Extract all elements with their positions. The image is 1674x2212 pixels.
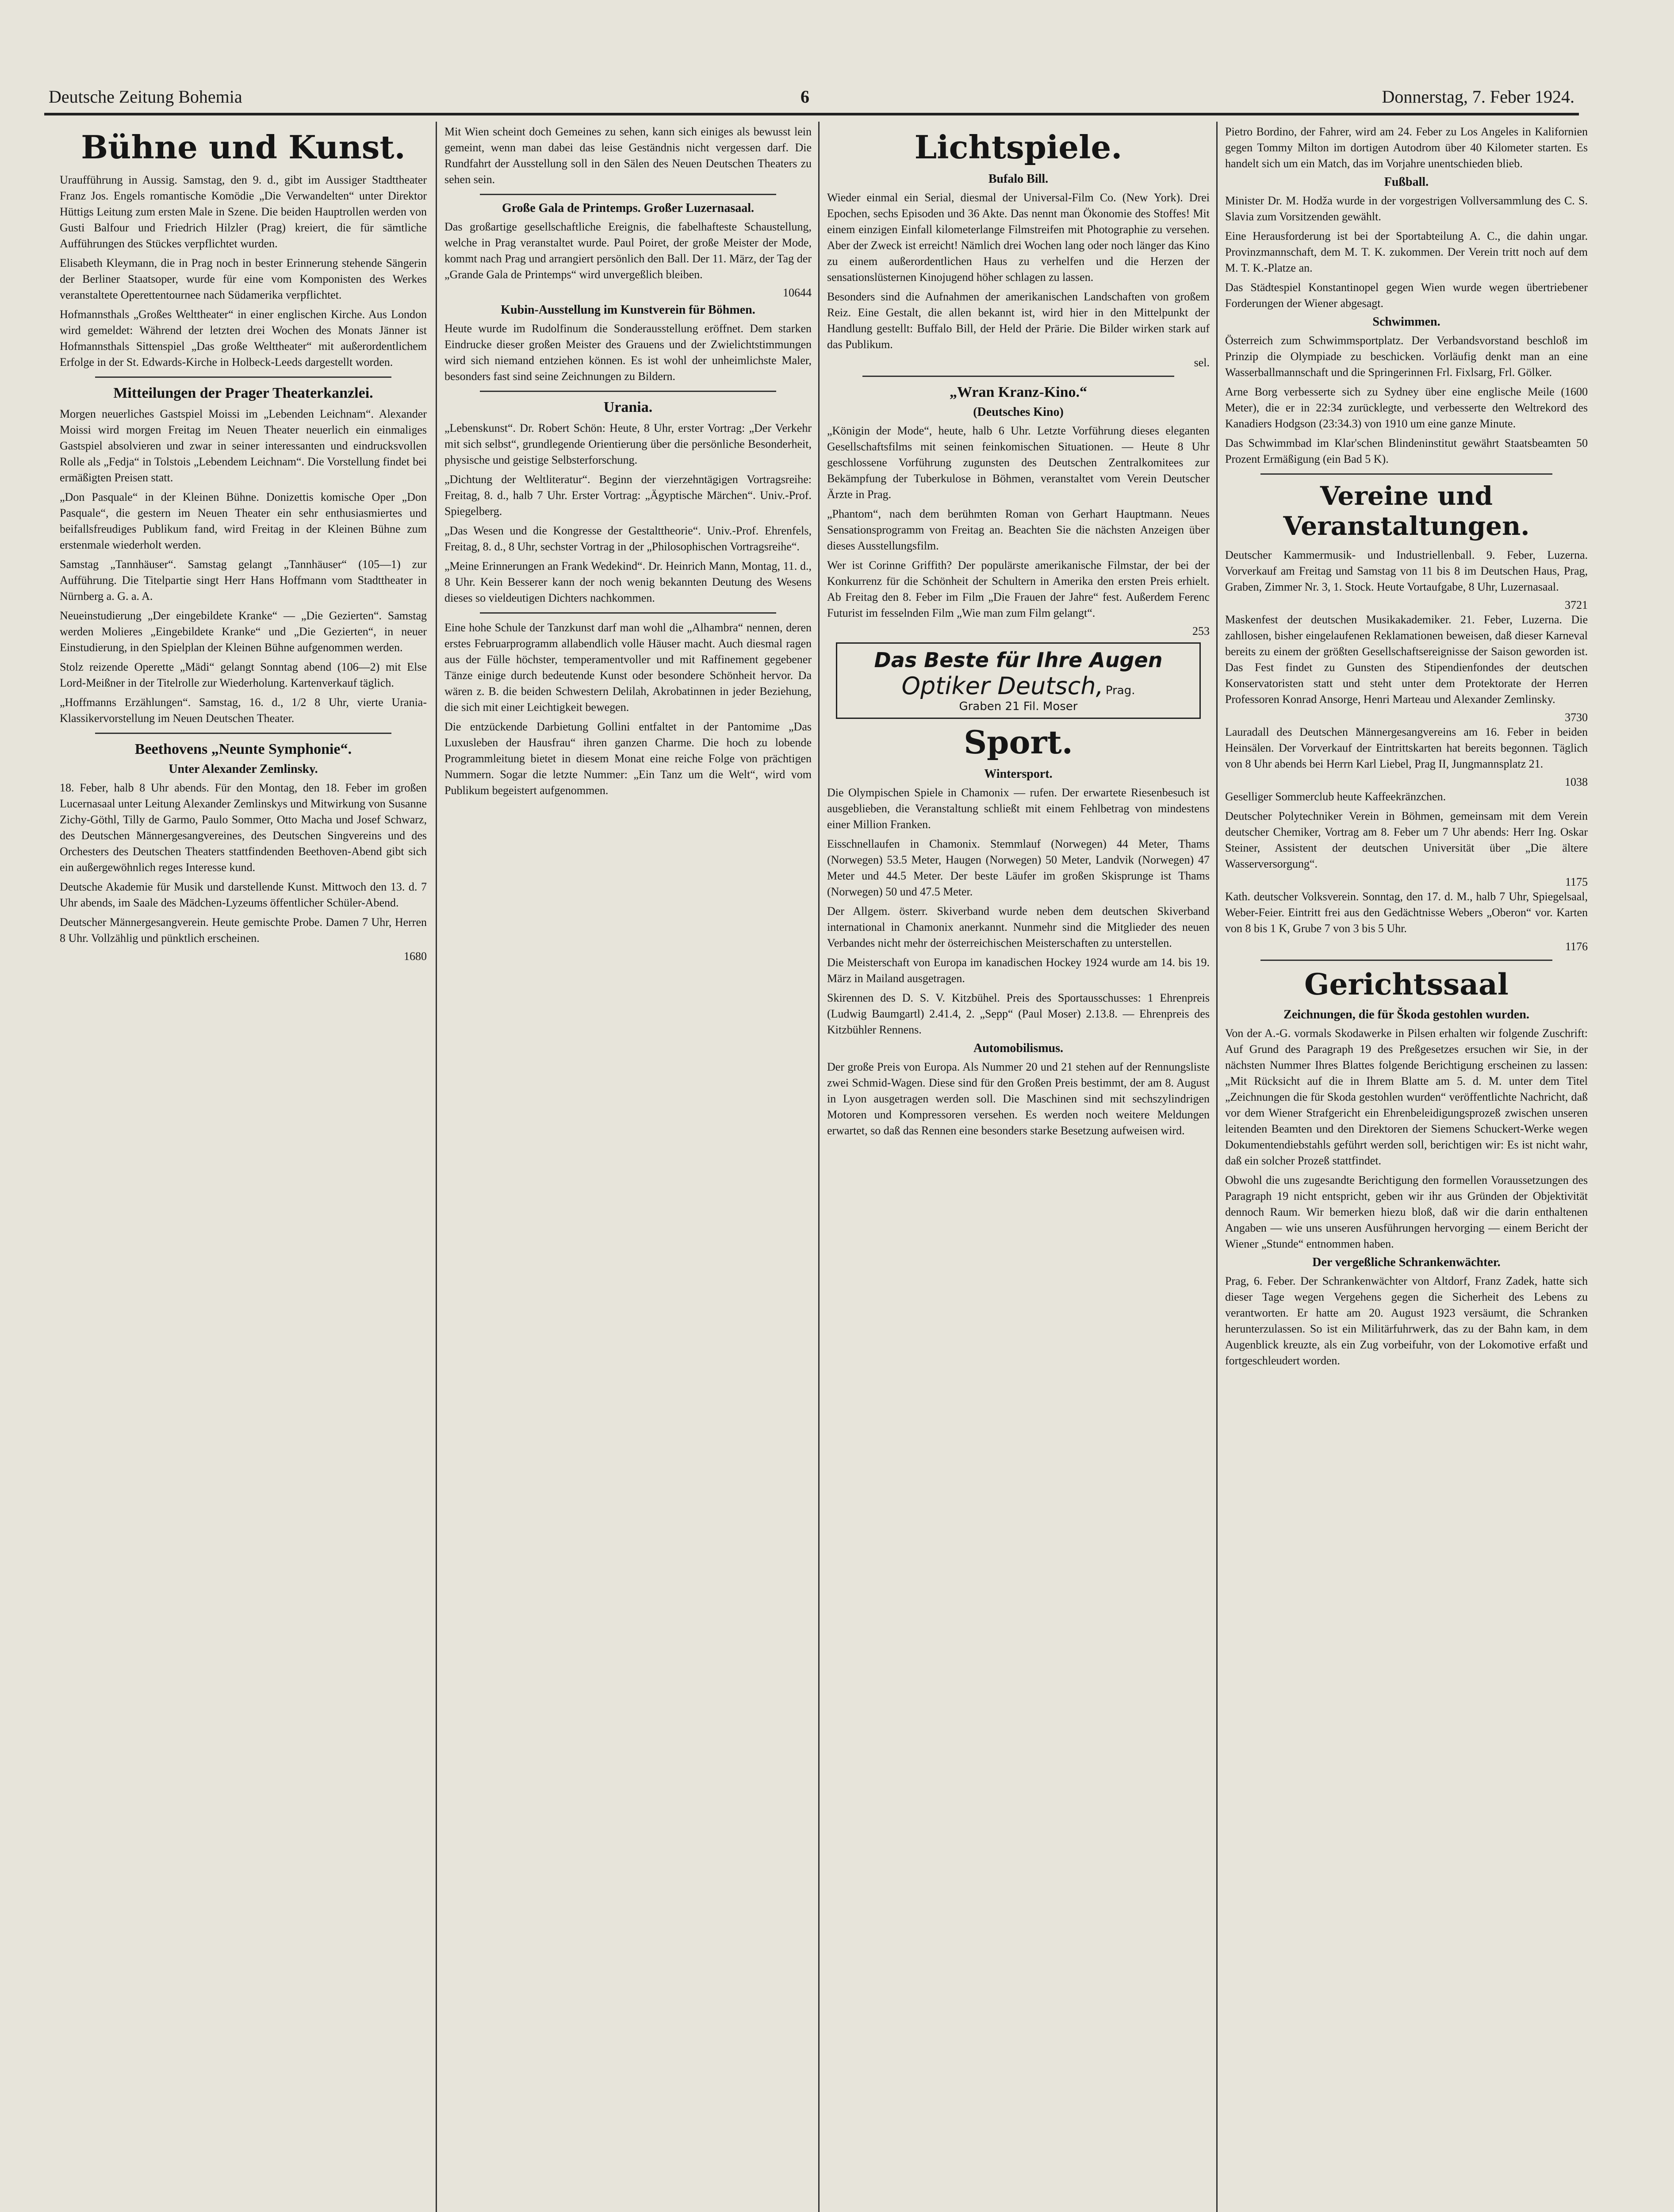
separator: [480, 391, 776, 392]
article-paragraph: Das Schwimmbad im Klar'schen Blindeninstitut gewährt Staatsbeamten 50 Prozent Ermäßigung (ein Bad 5 K).: [1225, 437, 1588, 465]
article-paragraph: Morgen neuerliches Gastspiel Moissi im „Lebenden Leichnam“. Alexander Moissi wird morgen Freitag im Neuen Theater neuerlich ein einmaliges Gastspiel absolvieren und zwar in seiner interessanten und eindrucksvollen Rolle als „Fedja“ in Tolstois „Lebendem Leichnam“. Die Vorstellung findet bei ermäßigten Preisen statt.: [60, 407, 427, 484]
article-paragraph: Die entzückende Darbietung Gollini entfaltet in der Pantomime „Das Luxusleben der Hausfrau“ ihren ganzen Charme. Die hoch zu lobende Programmleitung bietet in diesem Monat eine reiche Folge von prächtigen Nummern. Sogar die letzte Nummer: „Ein Tanz um die Welt“, wird vom Publikum begeistert aufgenommen.: [444, 720, 812, 797]
article-paragraph: Eine Herausforderung ist bei der Sportabteilung A. C., die dahin ungar. Provinzmannschaft, dem M. T. K. zukommen. Der Verein tritt noch auf dem M. T. K.-Platze an.: [1225, 230, 1588, 274]
article-paragraph: Die Olympischen Spiele in Chamonix — rufen. Der erwartete Riesenbesuch ist ausgeblieben, die Veranstaltung schließt mit einem Fehlbetrag von mindestens einer Million Franken.: [827, 786, 1210, 831]
article-paragraph: Lauradall des Deutschen Männergesangvereins am 16. Feber in beiden Heinsälen. Der Vorverkauf der Eintrittskarten hat bereits begonnen. Täglich von 8 Uhr abends bei Herrn Karl Liebel, Prag II, Jungmannsplatz 21.: [1225, 726, 1588, 770]
article-paragraph: Deutscher Polytechniker Verein in Böhmen, gemeinsam mit dem Verein deutscher Chemiker, Vortrag am 8. Feber um 7 Uhr abends: Herr Ing. Oskar Steiner, Assistent der deutschen Universität über „Die ältere Wasserversorgung“.: [1225, 810, 1588, 870]
article-paragraph: Stolz reizende Operette „Mädi“ gelangt Sonntag abend (106—2) mit Else Lord-Meißner in der Titelrolle zur Wiederholung. Kartenverkauf täglich.: [60, 661, 427, 689]
article-paragraph: Von der A.-G. vormals Skodawerke in Pilsen erhalten wir folgende Zuschrift: Auf Grund des Paragraph 19 des Preßgesetzes ersuchen wir Sie, in der nächsten Nummer Ihres Blattes folgende Berichtigung erscheinen zu lassen: „Mit Rücksicht auf die in Ihrem Blatte am 5. d. M. unter dem Titel „Zeichnungen die für Skoda gestohlen wurden“ veröffentlichte Nachricht, daß vor dem Wiener Strafgericht ein Ehrenbeleidigungsprozeß zwischen unseren leitenden Beamten und den Direktoren der Siemens Schuckert-Werke wegen Dokumentendiebstahls geführt werden soll, berichtigen wir: Es ist nicht wahr, daß ein solcher Prozeß stattfindet.: [1225, 1027, 1588, 1167]
paper-name: Deutsche Zeitung Bohemia: [49, 87, 242, 107]
article-paragraph: Uraufführung in Aussig. Samstag, den 9. d., gibt im Aussiger Stadttheater Franz Jos. Engels romantische Komödie „Die Verwandelten“ unter Direktor Hüttigs Leitung zum ersten Male in Szene. Die beiden Hauptrollen werden von Gusti Balfour und Friedrich Hilzler (Prag) kreiert, die für sämtliche Aufführungen des Stückes verpflichtet wurden.: [60, 173, 427, 250]
header-rule: [44, 113, 1579, 115]
separator: [95, 733, 391, 734]
article-paragraph: Elisabeth Kleymann, die in Prag noch in bester Erinnerung stehende Sängerin der Berliner Staatsoper, wurde für eine vom Komponisten des Werkes veranstaltete Operettentournee nach Südamerika verpflichtet.: [60, 257, 427, 301]
article-paragraph: Deutscher Kammermusik- und Industriellenball. 9. Feber, Luzerna. Vorverkauf am Freitag und Samstag von 11 bis 8 im Deutschen Haus, Prag, Graben, Zimmer Nr. 3, 1. Stock. Heute Vortaufgabe, 8 Uhr, Luzernasaal.: [1225, 549, 1588, 593]
article-paragraph: Deutscher Männergesangverein. Heute gemischte Probe. Damen 7 Uhr, Herren 8 Uhr. Vollzählig und pünktlich erscheinen.: [60, 916, 427, 945]
subheading: Zeichnungen, die für Škoda gestohlen wurden.: [1283, 1008, 1529, 1022]
subheading: Kubin-Ausstellung im Kunstverein für Böhmen.: [501, 303, 755, 317]
ad-city: Prag.: [1105, 684, 1135, 697]
issue-date: Donnerstag, 7. Feber 1924.: [1382, 87, 1574, 107]
separator: [480, 194, 776, 195]
ad-number: 3730: [1565, 711, 1588, 724]
ad-company: Optiker Deutsch,: [901, 672, 1103, 700]
subheading: Bufalo Bill.: [988, 172, 1049, 186]
section-title-sport: Sport.: [964, 723, 1073, 761]
ad-number: 1680: [404, 950, 427, 963]
article-paragraph: Die Meisterschaft von Europa im kanadischen Hockey 1924 wurde am 14. bis 19. März in Mailand ausgetragen.: [827, 956, 1210, 985]
article-paragraph: Besonders sind die Aufnahmen der amerikanischen Landschaften von großem Reiz. Eine Gestalt, die allen bekannt ist, wird hier in den Mittelpunkt der Handlung gestellt: Buffalo Bill, der Held der Prärie. Die Bilder wirken stark auf das Publikum.: [827, 290, 1210, 351]
subheading: Automobilismus.: [973, 1041, 1064, 1055]
article-paragraph: Wer ist Corinne Griffith? Der populärste amerikanische Filmstar, der bei der Konkurrenz für die Schönheit der Schultern in Amerika den ersten Preis erhielt. Ab Freitag den 8. Feber im Film „Die Frauen der Jahre“ fest. Außerdem Ferenc Futurist im fesselnden Film „Wie man zum Film gelangt“.: [827, 559, 1210, 619]
subheading-urania: Urania.: [603, 399, 653, 415]
article-paragraph: „Don Pasquale“ in der Kleinen Bühne. Donizettis komische Oper „Don Pasquale“, die gestern im Neuen Theater ein sehr enthusiasmiertes und beifallsfreudiges Publikum fand, wird Freitag in der Kleinen Bühne zum erstenmale wiederholt werden.: [60, 491, 427, 551]
subheading: Schwimmen.: [1372, 315, 1440, 329]
article-paragraph: „Meine Erinnerungen an Frank Wedekind“. Dr. Heinrich Mann, Montag, 11. d., 8 Uhr. Kein Besserer kann der noch wenig bekannten Deutung des Wesens dieses so vieldeutigen Dichters nachkommen.: [444, 560, 812, 604]
ad-address: Graben 21 Fil. Moser: [959, 700, 1078, 713]
article-paragraph: Maskenfest der deutschen Musikakademiker. 21. Feber, Luzerna. Die zahllosen, bisher eingelaufenen Reklamationen beweisen, daß dieser Karneval bereits zu einem der größten Gesellschaftsereignisse der Saison geworden ist. Das Fest findet zu Gunsten des Stipendienfondes der deutschen Konservatoristen statt und steht unter dem Protektorate der Herren Professoren Konrad Ansorge, Henri Marteau und Alexander Zemlinsky.: [1225, 613, 1588, 706]
separator: [480, 612, 776, 614]
article-paragraph: Eine hohe Schule der Tanzkunst darf man wohl die „Alhambra“ nennen, deren erstes Februarprogramm allabendlich volle Häuser macht. Auch diesmal ragen aus der Fülle höchster, temperamentvoller und mit Raffinement gegebener Tänze einige durch bedeutende Kunst oder besondere Schönheit hervor. Da wären z. B. die beiden Schwestern Delilah, Akrobatinnen in jeder Beziehung, die sich mit einer Leichtigkeit bewegen.: [444, 621, 812, 714]
article-paragraph: „Phantom“, nach dem berühmten Roman von Gerhart Hauptmann. Neues Sensationsprogramm von Freitag an. Beachten Sie die nächsten Anzeigen über dieses Ausstellungsfilm.: [827, 507, 1210, 552]
article-paragraph: Österreich zum Schwimmsportplatz. Der Verbandsvorstand beschloß im Prinzip die Olympiade zu beschicken. Vorläufig denkt man an eine Wasserballmannschaft und die Springerinnen Frl. Fixlsarg, Frl. Gölker.: [1225, 334, 1588, 379]
column-3: [827, 124, 1210, 2212]
article-paragraph: Hofmannsthals „Großes Welttheater“ in einer englischen Kirche. Aus London wird gemeldet: Während der letzten drei Wochen des Monats Jänner ist Hofmannsthals Sittenspiel „Das große Welttheater“ mit außerordentlichem Erfolge in der St. Edwards-Kirche in Holbeck-Leeds dargestellt worden.: [60, 308, 427, 369]
article-paragraph: „Königin der Mode“, heute, halb 6 Uhr. Letzte Vorführung dieses eleganten Gesellschaftsfilms mit seinen feinkomischen Situationen. — Heute 8 Uhr geschlossene Vorführung zugunsten des Deutschen Zentralkomitees zur Bekämpfung der Tuberkulose in Böhmen, veranstaltet vom Verein Deutscher Ärzte in Prag.: [827, 424, 1210, 501]
article-paragraph: „Hoffmanns Erzählungen“. Samstag, 16. d., 1/2 8 Uhr, vierte Urania-Klassikervorstellung im Neuen Deutschen Theater.: [60, 696, 427, 725]
separator: [862, 376, 1174, 377]
ad-number: 253: [1192, 625, 1210, 637]
article-paragraph: Deutsche Akademie für Musik und darstellende Kunst. Mittwoch den 13. d. 7 Uhr abends, im Saale des Mädchen-Lyzeums öffentlicher Schüler-Abend.: [60, 880, 427, 909]
author-signature: sel.: [1194, 356, 1210, 369]
page-number: 6: [801, 87, 809, 107]
ad-number: 10644: [783, 286, 812, 299]
ad-number: 1176: [1565, 940, 1588, 953]
subheading-minor: Unter Alexander Zemlinsky.: [169, 762, 318, 776]
article-paragraph: 18. Feber, halb 8 Uhr abends. Für den Montag, den 18. Feber im großen Lucernasaal unter Leitung Alexander Zemlinskys und Mitwirkung von Susanne Zichy-Göthl, Tilly de Garmo, Paulo Sommer, Otto Macha und Josef Schwarz, des Deutschen Männergesangvereines, des Deutschen Singvereins und des Orchesters des Deutschen Theaters stattfindenden Beethoven-Abend gibt sich ein außergewöhnlich reges Interesse kund.: [60, 781, 427, 874]
ad-number: 3721: [1565, 599, 1588, 611]
ad-headline: Das Beste für Ihre Augen: [874, 648, 1163, 672]
article-paragraph: Das Städtespiel Konstantinopel gegen Wien wurde wegen übertriebener Forderungen der Wiener abgesagt.: [1225, 281, 1588, 310]
article-paragraph: Geselliger Sommerclub heute Kaffeekränzchen.: [1225, 790, 1446, 803]
article-paragraph: Heute wurde im Rudolfinum die Sonderausstellung eröffnet. Dem starken Eindrucke dieser großen Meister des Grauens und der Zwielichtstimmungen wird sich niemand entziehen können. Es ist wohl der unheimlichste Maler, besonders fast sind seine Zeichnungen zu Bildern.: [444, 322, 812, 383]
article-paragraph: Arne Borg verbesserte sich zu Sydney über eine englische Meile (1600 Meter), die er in 22:34 zurücklegte, und verbesserte den Weltrekord des Kanadiers Hodgson (23:34.3) von 1910 um eine ganze Minute.: [1225, 385, 1588, 430]
article-paragraph: Obwohl die uns zugesandte Berichtigung den formellen Voraussetzungen des Paragraph 19 nicht entspricht, geben wir ihr aus Gründen der Objektivität dennoch Raum. Wir bemerken hiezu bloß, daß wir die darin enthaltenen Angaben — wie uns unseren Ausführungen hervorging — einem Bericht der Wiener „Stunde“ entnommen haben.: [1225, 1174, 1588, 1250]
column-divider: [436, 122, 437, 2212]
separator: [1260, 960, 1552, 961]
section-title-buehne: Bühne und Kunst.: [81, 128, 406, 166]
article-paragraph: Der Allgem. österr. Skiverband wurde neben dem deutschen Skiverband international in Chamonix anerkannt. Nunmehr sind die Mitglieder des neuen Verbandes nicht mehr der österreichischen Meisterschaften zu unterstellen.: [827, 905, 1210, 949]
article-paragraph: Neueinstudierung „Der eingebildete Kranke“ — „Die Gezierten“. Samstag werden Molieres „Eingebildete Kranke“ und „Die Gezierten“, in neuer Einstudierung, in den Spielplan der Kleinen Bühne aufgenommen werden.: [60, 609, 427, 654]
subheading: Mitteilungen der Prager Theaterkanzlei.: [113, 385, 373, 401]
ad-number: 1038: [1565, 776, 1588, 788]
article-paragraph: Eisschnellaufen in Chamonix. Stemmlauf (Norwegen) 44 Meter, Thams (Norwegen) 53.5 Meter, Haugen (Norwegen) 50 Meter, Landvik (Norwegen) 47 Meter und 44.5 Meter. Der beste Läufer im großen Skisprunge ist Thams (Norwegen) 50 und 47.5 Meter.: [827, 837, 1210, 898]
separator: [95, 376, 391, 378]
article-paragraph: Minister Dr. M. Hodža wurde in der vorgestrigen Vollversammlung des C. S. Slavia zum Vorsitzenden gewählt.: [1225, 194, 1588, 223]
article-paragraph: Prag, 6. Feber. Der Schrankenwächter von Altdorf, Franz Zadek, hatte sich dieser Tage wegen Vergehens gegen die Sicherheit des Lebens zu verantworten. Er hatte am 20. August 1923 versäumt, die Schranken herunterzulassen. So ist ein Militärfuhrwerk, das zu der Bahn kam, in dem Augenblick kreuzte, als ein Zug vorbeifuhr, von der Lokomotive erfaßt und fortgeschleudert worden.: [1225, 1275, 1588, 1367]
page-header: [49, 86, 1574, 111]
optician-advertisement: [836, 642, 1201, 719]
article-paragraph: Wieder einmal ein Serial, diesmal der Universal-Film Co. (New York). Drei Epochen, sechs Episoden und 36 Akte. Das nennt man Ökonomie des Stoffes! Mit einem einzigen Einfall kilometerlange Filmstreifen mit Photographie zu versehen. Aber der Zweck ist erreicht! Nämlich drei Wochen lang oder noch länger das Kino zu einem außerordentlichen Haus zu verhelfen und die Herzen der sensationslüsternen Kinojugend höher schlagen zu lassen.: [827, 191, 1210, 284]
article-paragraph: Kath. deutscher Volksverein. Sonntag, den 17. d. M., halb 7 Uhr, Spiegelsaal, Weber-Feier. Eintritt frei aus den Gedächtnisse Webers „Oberon“ vor. Karten von 8 bis 1 K, Grube 7 von 3 bis 5 Uhr.: [1225, 890, 1588, 935]
column-2: [444, 124, 812, 2212]
ad-number: 1175: [1565, 876, 1588, 888]
article-paragraph: Der große Preis von Europa. Als Nummer 20 und 21 stehen auf der Rennungsliste zwei Schmid-Wagen. Diese sind für den Großen Preis bestimmt, der am 8. August in Lyon ausgetragen werden soll. Die Maschinen sind mit sechszylindrigen Motoren und Kompressoren versehen. Es werden noch weitere Meldungen erwartet, so daß das Rennen eine besonders starke Besetzung aufweisen wird.: [827, 1060, 1210, 1137]
column-divider: [1216, 122, 1218, 2212]
section-title-gerichtssaal: Gerichtssaal: [1304, 967, 1509, 1002]
section-title-lichtspiele: Lichtspiele.: [914, 128, 1122, 166]
article-paragraph: Mit Wien scheint doch Gemeines zu sehen, kann sich einiges als bewusst lein gemeint, wenn man dabei das leise Geständnis nicht vergessen darf. Die Rundfahrt der Ausstellung soll in den Sälen des Neuen Deutschen Theaters zu sehen sein.: [444, 125, 812, 186]
article-paragraph: Skirennen des D. S. V. Kitzbühel. Preis des Sportausschusses: 1 Ehrenpreis (Ludwig Baumgartl) 2.41.4, 2. „Sepp“ (Paul Moser) 2.13.8. — Ehrenpreis des Kitzbühler Rennens.: [827, 991, 1210, 1036]
subheading: Wintersport.: [984, 767, 1053, 781]
subheading: Beethovens „Neunte Symphonie“.: [134, 741, 352, 757]
subheading-minor: (Deutsches Kino): [973, 405, 1064, 419]
article-paragraph: „Das Wesen und die Kongresse der Gestalttheorie“. Univ.-Prof. Ehrenfels, Freitag, 8. d., 8 Uhr, sechster Vortrag in der „Philosophischen Vortragsreihe“.: [444, 524, 812, 553]
column-4: [1225, 124, 1588, 2212]
column-1: [60, 124, 427, 2212]
separator: [1260, 473, 1552, 475]
article-paragraph: „Dichtung der Weltliteratur“. Beginn der vierzehntägigen Vortragsreihe: Freitag, 8. d., halb 7 Uhr. Erster Vortrag: „Ägyptische Märchen“. Univ.-Prof. Spiegelberg.: [444, 473, 812, 518]
subheading: Große Gala de Printemps. Großer Luzernasaal.: [502, 201, 755, 215]
subheading: „Wran Kranz-Kino.“: [949, 384, 1088, 400]
article-paragraph: Samstag „Tannhäuser“. Samstag gelangt „Tannhäuser“ (105—1) zur Aufführung. Die Titelpartie singt Herr Hans Hoffmann vom Stadttheater in Nürnberg a. G. a. A.: [60, 558, 427, 603]
article-paragraph: „Lebenskunst“. Dr. Robert Schön: Heute, 8 Uhr, erster Vortrag: „Der Verkehr mit sich selbst“, grundlegende Orientierung über die persönliche Besonderheit, physische und geistige Selbsterforschung.: [444, 422, 812, 466]
article-paragraph: Pietro Bordino, der Fahrer, wird am 24. Feber zu Los Angeles in Kalifornien gegen Tommy Milton im dortigen Autodrom über 40 Kilometer starten. Es handelt sich um ein Match, das im Vorjahre unentschieden blieb.: [1225, 125, 1588, 170]
subheading: Der vergeßliche Schrankenwächter.: [1312, 1256, 1501, 1269]
subheading: Fußball.: [1384, 175, 1429, 189]
section-title-vereine: Vereine und Veranstaltungen.: [1283, 481, 1530, 541]
article-paragraph: Das großartige gesellschaftliche Ereignis, die fabelhafteste Schaustellung, welche in Prag veranstaltet wurde. Paul Poiret, der große Meister der Mode, kommt nach Prag und arrangiert persönlich den Ball. Der 11. März, der Tag der „Grande Gala de Printemps“ wird unvergeßlich bleiben.: [444, 220, 812, 281]
column-divider: [818, 122, 820, 2212]
